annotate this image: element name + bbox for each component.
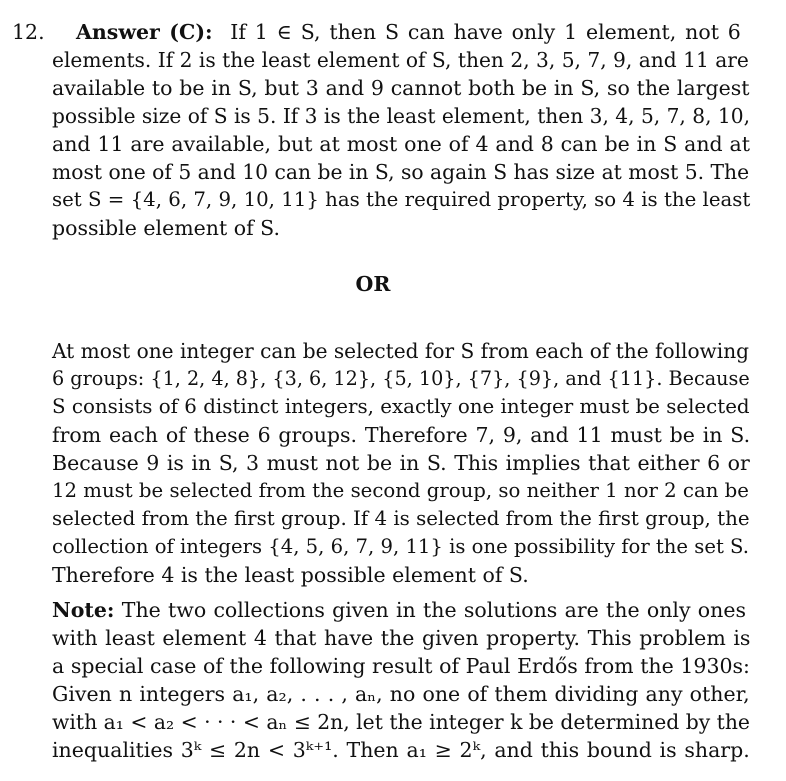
paragraph2-line-5: Because 9 is in S, 3 must not be in S. This implies that either 6 or: [52, 451, 750, 475]
note-line-4: Given n integers a₁, a₂, . . . , aₙ, no one of them dividing any other,: [52, 682, 750, 706]
paragraph2-line-4: from each of these 6 groups. Therefore 7, 9, and 11 must be in S.: [52, 423, 751, 447]
paragraph1-line-5: and 11 are available, but at most one of 4 and 8 can be in S and at: [52, 132, 750, 156]
paragraph1-line-1: [76, 18, 741, 46]
note-line-2: with least element 4 that have the given property. This problem is: [52, 626, 751, 650]
paragraph2-line-8: collection of integers {4, 5, 6, 7, 9, 11} is one possibility for the set S.: [52, 535, 750, 558]
paragraph1-line-4: possible size of S is 5. If 3 is the least element, then 3, 4, 5, 7, 8, 10,: [52, 104, 750, 128]
answer-label: Answer (C):: [76, 20, 213, 44]
paragraph1-line-3: available to be in S, but 3 and 9 cannot both be in S, so the largest: [52, 76, 750, 100]
paragraph1-line-6: most one of 5 and 10 can be in S, so again S has size at most 5. The: [52, 160, 750, 184]
note-line-1: [52, 596, 746, 624]
paragraph2-line-3: S consists of 6 distinct integers, exactly one integer must be selected: [52, 395, 750, 418]
paragraph1-line-2: elements. If 2 is the least element of S, then 2, 3, 5, 7, 9, and 11 are: [52, 48, 749, 72]
paragraph2-line-2: 6 groups: {1, 2, 4, 8}, {3, 6, 12}, {5, 10}, {7}, {9}, and {11}. Because: [52, 367, 750, 390]
note-label: Note:: [52, 598, 115, 622]
note-line-3: a special case of the following result of Paul Erdős from the 1930s:: [52, 654, 750, 678]
paragraph1-text-1: If 1 ∈ S, then S can have only 1 element, not 6: [230, 20, 741, 44]
paragraph2-line-9: Therefore 4 is the least possible element of S.: [52, 563, 529, 587]
or-heading: OR: [355, 272, 391, 296]
paragraph2-line-6: 12 must be selected from the second group, so neither 1 nor 2 can be: [52, 479, 749, 502]
note-line-6: inequalities 3ᵏ ≤ 2n < 3ᵏ⁺¹. Then a₁ ≥ 2ᵏ, and this bound is sharp.: [52, 738, 750, 762]
note-text-1: The two collections given in the solutions are the only ones: [121, 598, 747, 622]
paragraph2-line-1: At most one integer can be selected for S from each of the following: [52, 339, 750, 363]
paragraph2-line-7: selected from the first group. If 4 is selected from the first group, the: [52, 507, 750, 530]
paragraph1-line-8: possible element of S.: [52, 216, 281, 240]
paragraph1-line-7: set S = {4, 6, 7, 9, 10, 11} has the required property, so 4 is the least: [52, 188, 751, 211]
problem-number: 12.: [12, 20, 45, 44]
note-line-5: with a₁ < a₂ < · · · < aₙ ≤ 2n, let the integer k be determined by the: [52, 710, 750, 734]
